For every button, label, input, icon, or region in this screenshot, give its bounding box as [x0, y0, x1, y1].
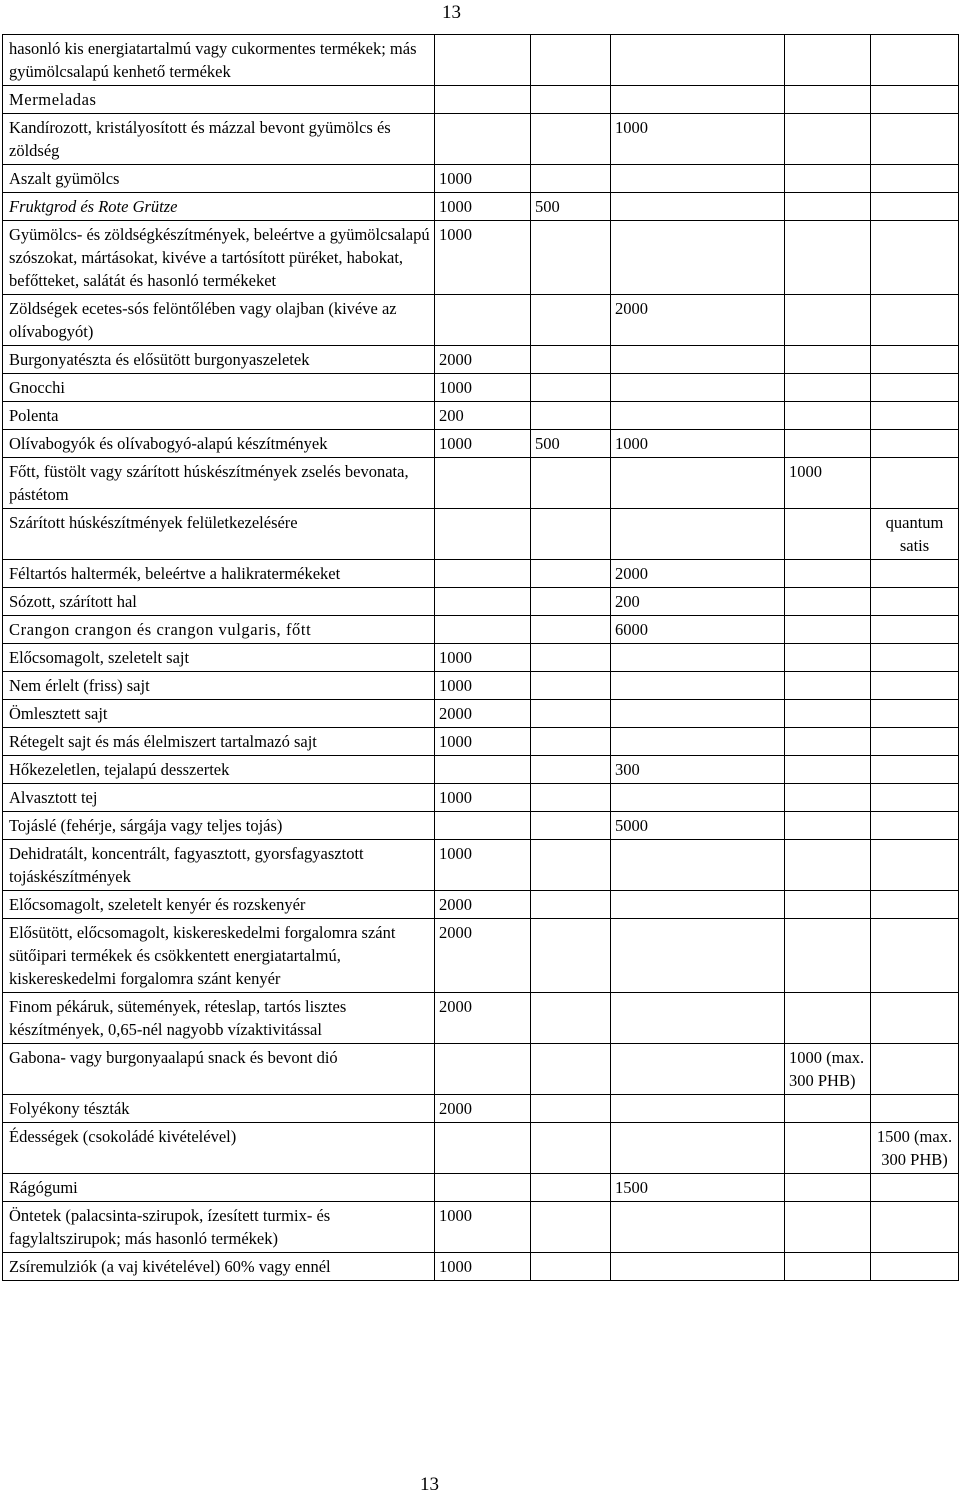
limit-value-cell-3 — [611, 346, 785, 374]
limit-value-cell-5 — [871, 86, 959, 114]
limit-value-cell-3 — [611, 784, 785, 812]
limit-value-cell-2 — [531, 1123, 611, 1174]
product-category-cell: Előcsomagolt, szeletelt sajt — [3, 644, 435, 672]
limit-value-cell-5 — [871, 840, 959, 891]
product-category-cell: Nem érlelt (friss) sajt — [3, 672, 435, 700]
limit-value-cell-4 — [785, 374, 871, 402]
table-row — [3, 295, 959, 346]
limit-value-cell-3 — [611, 402, 785, 430]
limit-value-cell-4 — [785, 812, 871, 840]
product-category-cell: Kandírozott, kristályosított és mázzal bevont gyümölcs és zöldség — [3, 114, 435, 165]
product-category-cell: Édességek (csokoládé kivételével) — [3, 1123, 435, 1174]
limit-value-cell-4: 1000 — [785, 458, 871, 509]
table-row — [3, 560, 959, 588]
limit-value-cell-3 — [611, 1253, 785, 1281]
limit-value-cell-2 — [531, 86, 611, 114]
limit-value-cell-4 — [785, 840, 871, 891]
limit-value-cell-4 — [785, 114, 871, 165]
limit-value-cell-1: 2000 — [435, 891, 531, 919]
limit-value-cell-3: 2000 — [611, 560, 785, 588]
limit-value-cell-5 — [871, 1174, 959, 1202]
limit-value-cell-4 — [785, 165, 871, 193]
product-category-cell: Aszalt gyümölcs — [3, 165, 435, 193]
limit-value-cell-5 — [871, 1202, 959, 1253]
table-row — [3, 509, 959, 560]
table-row — [3, 1123, 959, 1174]
limit-value-cell-1 — [435, 812, 531, 840]
table-row — [3, 346, 959, 374]
product-category-cell: Zsíremulziók (a vaj kivételével) 60% vagy ennél — [3, 1253, 435, 1281]
limit-value-cell-4 — [785, 919, 871, 993]
limit-value-cell-5 — [871, 295, 959, 346]
limit-value-cell-4 — [785, 891, 871, 919]
limit-value-cell-3 — [611, 374, 785, 402]
limit-value-cell-2 — [531, 756, 611, 784]
limit-value-cell-2 — [531, 891, 611, 919]
limit-value-cell-3 — [611, 35, 785, 86]
limit-value-cell-2 — [531, 784, 611, 812]
limit-value-cell-3 — [611, 1123, 785, 1174]
product-category-cell: Gnocchi — [3, 374, 435, 402]
limit-value-cell-4 — [785, 509, 871, 560]
limit-value-cell-2 — [531, 700, 611, 728]
limit-value-cell-1: 2000 — [435, 1095, 531, 1123]
limit-value-cell-1 — [435, 588, 531, 616]
limit-value-cell-1 — [435, 1123, 531, 1174]
limit-value-cell-3: 1000 — [611, 430, 785, 458]
limit-value-cell-2 — [531, 295, 611, 346]
limit-value-cell-5 — [871, 672, 959, 700]
table-row — [3, 402, 959, 430]
table-row — [3, 588, 959, 616]
table-row — [3, 430, 959, 458]
table-row — [3, 458, 959, 509]
limit-value-cell-4: 1000 (max. 300 PHB) — [785, 1044, 871, 1095]
limit-value-cell-1: 1000 — [435, 430, 531, 458]
limit-value-cell-1: 1000 — [435, 728, 531, 756]
product-category-cell: Féltartós haltermék, beleértve a halikratermékeket — [3, 560, 435, 588]
product-category-cell: Crangon crangon és crangon vulgaris, főtt — [3, 616, 435, 644]
product-category-cell: Folyékony tészták — [3, 1095, 435, 1123]
product-category-cell: Finom pékáruk, sütemények, réteslap, tartós lisztes készítmények, 0,65-nél nagyobb vízaktivitással — [3, 993, 435, 1044]
limit-value-cell-2: 500 — [531, 430, 611, 458]
limit-value-cell-4 — [785, 295, 871, 346]
limit-value-cell-3 — [611, 1095, 785, 1123]
limit-value-cell-1 — [435, 509, 531, 560]
limit-value-cell-2 — [531, 840, 611, 891]
product-category-cell: Gabona- vagy burgonyaalapú snack és bevont dió — [3, 1044, 435, 1095]
product-category-cell: hasonló kis energiatartalmú vagy cukormentes termékek; más gyümölcsalapú kenhető termékek — [3, 35, 435, 86]
limit-value-cell-5 — [871, 346, 959, 374]
limit-value-cell-2 — [531, 728, 611, 756]
table-row — [3, 193, 959, 221]
product-category-cell: Zöldségek ecetes-sós felöntőlében vagy olajban (kivéve az olívabogyót) — [3, 295, 435, 346]
limit-value-cell-3 — [611, 644, 785, 672]
limit-value-cell-4 — [785, 993, 871, 1044]
limit-value-cell-3 — [611, 919, 785, 993]
table-row — [3, 1044, 959, 1095]
limit-value-cell-1: 2000 — [435, 700, 531, 728]
limit-value-cell-5 — [871, 700, 959, 728]
product-category-cell: Burgonyatészta és elősütött burgonyaszeletek — [3, 346, 435, 374]
limit-value-cell-5 — [871, 221, 959, 295]
table-row — [3, 812, 959, 840]
limit-value-cell-4 — [785, 644, 871, 672]
product-category-cell: Tojáslé (fehérje, sárgája vagy teljes tojás) — [3, 812, 435, 840]
product-category-cell: Alvasztott tej — [3, 784, 435, 812]
limit-value-cell-3: 200 — [611, 588, 785, 616]
limit-value-cell-3 — [611, 891, 785, 919]
limit-value-cell-3 — [611, 728, 785, 756]
limit-value-cell-4 — [785, 193, 871, 221]
table-row — [3, 700, 959, 728]
limit-value-cell-5 — [871, 35, 959, 86]
limit-value-cell-1 — [435, 458, 531, 509]
limit-value-cell-3: 1500 — [611, 1174, 785, 1202]
limit-value-cell-3 — [611, 672, 785, 700]
limit-value-cell-5 — [871, 728, 959, 756]
limit-value-cell-4 — [785, 1095, 871, 1123]
table-row — [3, 1253, 959, 1281]
limit-value-cell-5 — [871, 458, 959, 509]
limit-value-cell-5 — [871, 165, 959, 193]
limit-value-cell-5 — [871, 560, 959, 588]
limit-value-cell-1 — [435, 35, 531, 86]
limit-value-cell-1: 1000 — [435, 374, 531, 402]
limit-value-cell-4 — [785, 616, 871, 644]
limit-value-cell-2 — [531, 616, 611, 644]
limit-value-cell-4 — [785, 728, 871, 756]
limit-value-cell-3: 6000 — [611, 616, 785, 644]
limit-value-cell-3 — [611, 86, 785, 114]
limit-value-cell-4 — [785, 1253, 871, 1281]
limit-value-cell-2 — [531, 560, 611, 588]
limit-value-cell-3: 1000 — [611, 114, 785, 165]
table-row — [3, 374, 959, 402]
limit-value-cell-1 — [435, 560, 531, 588]
limit-value-cell-5 — [871, 756, 959, 784]
product-category-cell: Polenta — [3, 402, 435, 430]
limit-value-cell-4 — [785, 430, 871, 458]
table-row — [3, 165, 959, 193]
limit-value-cell-4 — [785, 1174, 871, 1202]
limit-value-cell-3 — [611, 165, 785, 193]
limit-value-cell-5 — [871, 193, 959, 221]
limit-value-cell-5 — [871, 588, 959, 616]
limit-value-cell-4 — [785, 672, 871, 700]
limit-value-cell-4 — [785, 346, 871, 374]
limit-value-cell-5 — [871, 114, 959, 165]
page-number-bottom: 13 — [420, 1474, 439, 1495]
limit-value-cell-3 — [611, 221, 785, 295]
limit-value-cell-5 — [871, 891, 959, 919]
limit-value-cell-1: 200 — [435, 402, 531, 430]
limit-value-cell-2 — [531, 812, 611, 840]
limit-value-cell-3 — [611, 993, 785, 1044]
limit-value-cell-1 — [435, 756, 531, 784]
table-row — [3, 1095, 959, 1123]
table-row — [3, 756, 959, 784]
limit-value-cell-2 — [531, 1202, 611, 1253]
limit-value-cell-4 — [785, 86, 871, 114]
limit-value-cell-5: 1500 (max. 300 PHB) — [871, 1123, 959, 1174]
limit-value-cell-1: 1000 — [435, 1253, 531, 1281]
product-category-cell: Hőkezeletlen, tejalapú desszertek — [3, 756, 435, 784]
limit-value-cell-2 — [531, 35, 611, 86]
limit-value-cell-1: 2000 — [435, 346, 531, 374]
table-row — [3, 221, 959, 295]
table-row — [3, 644, 959, 672]
product-category-cell: Mermeladas — [3, 86, 435, 114]
limit-value-cell-3 — [611, 840, 785, 891]
table-row — [3, 840, 959, 891]
limit-value-cell-1: 1000 — [435, 840, 531, 891]
limit-value-cell-2 — [531, 509, 611, 560]
limit-value-cell-2 — [531, 644, 611, 672]
limit-value-cell-4 — [785, 35, 871, 86]
limit-value-cell-1 — [435, 114, 531, 165]
limit-value-cell-5 — [871, 1044, 959, 1095]
additive-limits-table — [2, 34, 959, 1281]
limit-value-cell-5 — [871, 812, 959, 840]
limit-value-cell-3 — [611, 700, 785, 728]
table-row — [3, 672, 959, 700]
limit-value-cell-3: 2000 — [611, 295, 785, 346]
limit-value-cell-1: 1000 — [435, 672, 531, 700]
limit-value-cell-2 — [531, 114, 611, 165]
limit-value-cell-4 — [785, 588, 871, 616]
limit-value-cell-2 — [531, 919, 611, 993]
limit-value-cell-5 — [871, 616, 959, 644]
product-category-cell: Ömlesztett sajt — [3, 700, 435, 728]
limit-value-cell-2 — [531, 165, 611, 193]
table-row — [3, 919, 959, 993]
limit-value-cell-2 — [531, 993, 611, 1044]
limit-value-cell-5 — [871, 784, 959, 812]
limit-value-cell-2 — [531, 402, 611, 430]
page-number-top: 13 — [442, 2, 461, 23]
limit-value-cell-5 — [871, 644, 959, 672]
limit-value-cell-5 — [871, 430, 959, 458]
limit-value-cell-5 — [871, 1095, 959, 1123]
table-row — [3, 1174, 959, 1202]
limit-value-cell-2 — [531, 346, 611, 374]
limit-value-cell-3: 300 — [611, 756, 785, 784]
limit-value-cell-3 — [611, 458, 785, 509]
limit-value-cell-3 — [611, 509, 785, 560]
limit-value-cell-5: quantum satis — [871, 509, 959, 560]
limit-value-cell-1: 1000 — [435, 1202, 531, 1253]
table-row — [3, 616, 959, 644]
product-category-cell: Fruktgrod és Rote Grütze — [3, 193, 435, 221]
product-category-cell: Gyümölcs- és zöldségkészítmények, beleértve a gyümölcsalapú szószokat, mártásokat, kivéve a tartósított püréket, habokat, befőtteket, salátát és hasonló termékeket — [3, 221, 435, 295]
limit-value-cell-1: 1000 — [435, 165, 531, 193]
product-category-cell: Sózott, szárított hal — [3, 588, 435, 616]
limit-value-cell-1 — [435, 295, 531, 346]
limit-value-cell-1: 2000 — [435, 919, 531, 993]
table-row — [3, 35, 959, 86]
product-category-cell: Öntetek (palacsinta-szirupok, ízesített turmix- és fagylaltszirupok; más hasonló termékek) — [3, 1202, 435, 1253]
limit-value-cell-5 — [871, 402, 959, 430]
limit-value-cell-4 — [785, 560, 871, 588]
limit-value-cell-5 — [871, 993, 959, 1044]
limit-value-cell-1 — [435, 616, 531, 644]
limit-value-cell-3: 5000 — [611, 812, 785, 840]
limit-value-cell-4 — [785, 1202, 871, 1253]
limit-value-cell-2 — [531, 672, 611, 700]
limit-value-cell-1: 1000 — [435, 644, 531, 672]
limit-value-cell-4 — [785, 756, 871, 784]
limit-value-cell-4 — [785, 1123, 871, 1174]
table-row — [3, 784, 959, 812]
table-row — [3, 728, 959, 756]
limit-value-cell-2 — [531, 1253, 611, 1281]
limit-value-cell-5 — [871, 919, 959, 993]
limit-value-cell-1: 2000 — [435, 993, 531, 1044]
limit-value-cell-2 — [531, 1095, 611, 1123]
limit-value-cell-2 — [531, 374, 611, 402]
limit-value-cell-2 — [531, 221, 611, 295]
limit-value-cell-4 — [785, 784, 871, 812]
limit-value-cell-2 — [531, 1044, 611, 1095]
product-category-cell: Szárított húskészítmények felületkezelésére — [3, 509, 435, 560]
product-category-cell: Dehidratált, koncentrált, fagyasztott, gyorsfagyasztott tojáskészítmények — [3, 840, 435, 891]
product-category-cell: Olívabogyók és olívabogyó-alapú készítmények — [3, 430, 435, 458]
limit-value-cell-5 — [871, 374, 959, 402]
product-category-cell: Rétegelt sajt és más élelmiszert tartalmazó sajt — [3, 728, 435, 756]
product-category-cell: Főtt, füstölt vagy szárított húskészítmények zselés bevonata, pástétom — [3, 458, 435, 509]
limit-value-cell-2 — [531, 1174, 611, 1202]
table-row — [3, 1202, 959, 1253]
product-category-cell: Rágógumi — [3, 1174, 435, 1202]
limit-value-cell-4 — [785, 402, 871, 430]
limit-value-cell-1: 1000 — [435, 784, 531, 812]
table-row — [3, 993, 959, 1044]
table-row — [3, 114, 959, 165]
limit-value-cell-2: 500 — [531, 193, 611, 221]
product-category-cell: Előcsomagolt, szeletelt kenyér és rozskenyér — [3, 891, 435, 919]
product-category-cell: Elősütött, előcsomagolt, kiskereskedelmi forgalomra szánt sütőipari termékek és csökkentett energiatartalmú, kiskereskedelmi forgalomra szánt kenyér — [3, 919, 435, 993]
limit-value-cell-1 — [435, 86, 531, 114]
limit-value-cell-3 — [611, 193, 785, 221]
table-row — [3, 86, 959, 114]
table-row — [3, 891, 959, 919]
limit-value-cell-5 — [871, 1253, 959, 1281]
limit-value-cell-1 — [435, 1044, 531, 1095]
table-body — [3, 35, 959, 1281]
limit-value-cell-1: 1000 — [435, 221, 531, 295]
limit-value-cell-4 — [785, 221, 871, 295]
limit-value-cell-3 — [611, 1044, 785, 1095]
limit-value-cell-1 — [435, 1174, 531, 1202]
limit-value-cell-2 — [531, 588, 611, 616]
limit-value-cell-3 — [611, 1202, 785, 1253]
limit-value-cell-2 — [531, 458, 611, 509]
limit-value-cell-1: 1000 — [435, 193, 531, 221]
limit-value-cell-4 — [785, 700, 871, 728]
